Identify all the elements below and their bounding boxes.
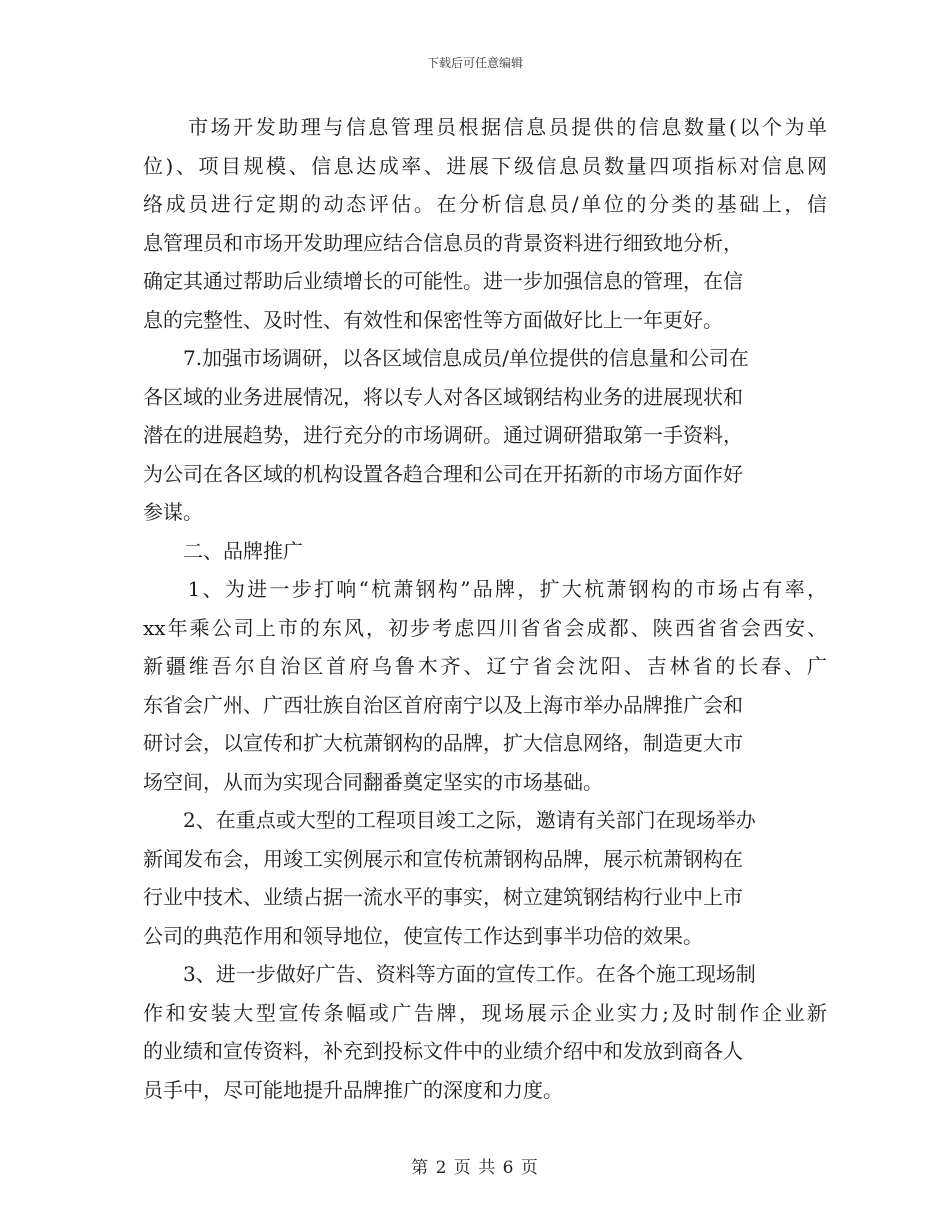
- text-line: 市场开发助理与信息管理员根据信息员提供的信息数量(以个为单: [143, 115, 827, 139]
- text-line: xx年乘公司上市的东风，初步考虑四川省省会成都、陕西省省会西安、: [143, 615, 827, 640]
- text-line: 1、为进一步打响“杭萧钢构”品牌，扩大杭萧钢构的市场占有率，: [143, 577, 827, 601]
- text-line: 作和安装大型宣传条幅或广告牌，现场展示企业实力;及时制作企业新: [143, 1000, 827, 1025]
- text-line: 公司的典范作用和领导地位，使宣传工作达到事半功倍的效果。: [143, 923, 703, 948]
- text-line: 行业中技术、业绩占据一流水平的事实，树立建筑钢结构行业中上市: [143, 885, 743, 909]
- page-header: 下载后可任意编辑: [426, 56, 523, 70]
- text-line: 东省会广州、广西壮族自治区首府南宁以及上海市举办品牌推广会和: [143, 692, 743, 717]
- text-line: 二、品牌推广: [143, 538, 303, 563]
- text-line: 7.加强市场调研，以各区域信息成员/单位提供的信息量和公司在: [143, 346, 749, 370]
- text-line: 参谋。: [143, 500, 203, 524]
- text-line: 新闻发布会，用竣工实例展示和宣传杭萧钢构品牌，展示杭萧钢构在: [143, 846, 743, 871]
- text-line: 息管理员和市场开发助理应结合信息员的背景资料进行细致地分析，: [143, 230, 743, 255]
- text-line: 各区域的业务进展情况，将以专人对各区域钢结构业务的进展现状和: [143, 384, 743, 409]
- text-line: 息的完整性、及时性、有效性和保密性等方面做好比上一年更好。: [143, 307, 723, 332]
- text-line: 潜在的进展趋势，进行充分的市场调研。通过调研猎取第一手资料，: [143, 423, 743, 447]
- text-line: 位)、项目规模、信息达成率、进展下级信息员数量四项指标对信息网: [143, 153, 827, 178]
- text-line: 研讨会，以宣传和扩大杭萧钢构的品牌，扩大信息网络，制造更大市: [143, 731, 743, 755]
- text-line: 新疆维吾尔自治区首府乌鲁木齐、辽宁省会沈阳、吉林省的长春、广: [143, 654, 827, 678]
- text-line: 员手中，尽可能地提升品牌推广的深度和力度。: [143, 1077, 563, 1102]
- text-line: 为公司在各区域的机构设置各趋合理和公司在开拓新的市场方面作好: [143, 461, 743, 486]
- document-body: [143, 108, 827, 1109]
- text-line: 确定其通过帮助后业绩增长的可能性。进一步加强信息的管理，在信: [143, 269, 743, 293]
- text-line: 2、在重点或大型的工程项目竣工之际，邀请有关部门在现场举办: [143, 808, 756, 832]
- text-line: 的业绩和宣传资料，补充到投标文件中的业绩介绍中和发放到商各人: [143, 1039, 743, 1063]
- text-line: 3、进一步做好广告、资料等方面的宣传工作。在各个施工现场制: [143, 962, 756, 986]
- page-number: 第 2 页 共 6 页: [411, 1158, 539, 1178]
- text-line: 络成员进行定期的动态评估。在分析信息员/单位的分类的基础上，信: [143, 192, 827, 216]
- text-line: 场空间，从而为实现合同翻番奠定坚实的市场基础。: [143, 769, 603, 794]
